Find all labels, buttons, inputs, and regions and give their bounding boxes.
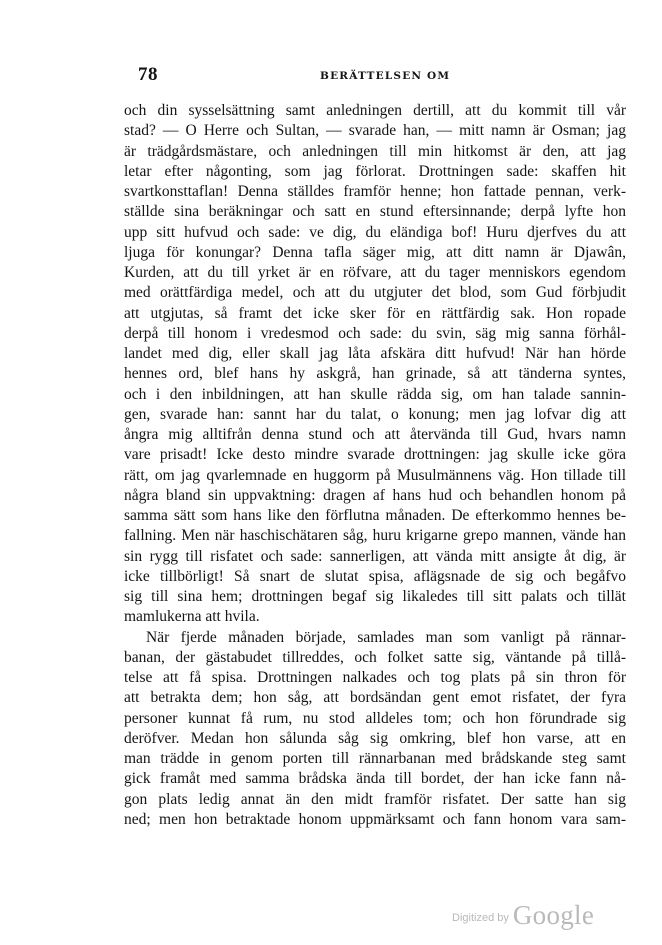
text-line: derpå till honom i vredesmod och sade: du svin, säg mig sanna förhål-	[124, 324, 626, 342]
text-line: och i den inbildningen, att han skulle rädda sig, om han talade sannin-	[124, 385, 626, 403]
page-header	[138, 64, 526, 88]
running-head: BERÄTTELSEN OM	[320, 70, 451, 82]
text-line: man trädde in genom porten till rännarbanan med brådskande steg samt	[124, 750, 626, 767]
google-logo: Google	[512, 900, 595, 930]
text-line: banan, der gästabudet tillreddes, och folket satte sig, väntande på tillå-	[124, 648, 626, 666]
text-line: gick framåt med samma brådska ända till bordet, der han icke fann nå-	[124, 770, 626, 788]
text-line: ljuga för konungar? Denna tafla säger mig, att ditt namn är Djawân,	[124, 243, 626, 261]
text-line: När fjerde månaden började, samlades man som vanligt på rännar-	[146, 628, 626, 646]
text-line: Kurden, att du till yrket är en röfvare, att du tager menniskors egendom	[124, 264, 626, 281]
text-line: vare prisadt! Icke desto mindre svarade drottningen: jag skulle icke göra	[124, 446, 626, 464]
text-line: några bland sin uppvaktning: dragen af hans hud och behandlen honom på	[124, 486, 626, 504]
text-line: gon plats ledig annat än den midt framför risfatet. Der satte han sig	[124, 790, 626, 808]
text-line: letar efter någonting, som jag förlorat. Drottningen sade: skaffen hit	[124, 162, 626, 180]
text-line: ned; men hon betraktade honom uppmärksamt och fann honom vara sam-	[124, 810, 626, 828]
text-line: fallning. Men när haschischätaren såg, huru krigarne grepo mannen, vände han	[124, 527, 626, 545]
text-line: samma sätt som hans like den förflutna månaden. De efterkommo hennes be-	[124, 507, 626, 524]
text-line: ställde sina beräkningar och satt en stund eftersinnande; derpå lyfte hon	[124, 203, 626, 221]
text-line: gen, svarade han: sannt har du talat, o konung; men jag lofvar dig att	[124, 405, 626, 423]
text-line: svartkonsttaflan! Denna ställdes framför henne; hon fattade pennan, verk-	[124, 183, 626, 200]
text-line: och din sysselsättning samt anledningen dertill, att du kommit till vår	[124, 102, 626, 119]
text-line: är trädgårdsmästare, och anledningen till min hitkomst är den, att jag	[124, 142, 626, 160]
body-text	[124, 101, 626, 830]
text-line: hennes ord, blef hans hy askgrå, han grinade, så att tänderna syntes,	[124, 365, 626, 383]
digitization-watermark	[452, 900, 594, 931]
text-line: att utgjutas, så framt det icke sker för en rättfärdig sak. Hon ropade	[124, 304, 626, 322]
text-line: icke tillbörligt! Så snart de slutat spisa, aflägsnade de sig och begåfvo	[124, 567, 626, 585]
text-line: att betrakta dem; hon såg, att bordsändan gent emot risfatet, der fyra	[124, 689, 626, 707]
text-line: personer kunnat få rum, nu stod alldeles tom; och hon förundrade sig	[124, 709, 626, 727]
text-line: mamlukerna att hvila.	[124, 608, 260, 626]
text-line: landet med dig, eller skall jag låta afskära ditt hufvud! När han hörde	[124, 345, 626, 362]
text-line: med orättfärdiga medel, och att du utgjuter det blod, som Gud förbjudit	[124, 284, 626, 302]
text-line: sig till sina hem; drottningen begaf sig likaledes till sitt palats och tillät	[124, 588, 626, 605]
watermark-prefix: Digitized by	[452, 912, 509, 924]
text-line: stad? — O Herre och Sultan, — svarade han, — mitt namn är Osman; jag	[124, 122, 626, 140]
page-number: 78	[138, 64, 158, 85]
text-line: telse att få spisa. Drottningen nalkades och tog plats på sin thron för	[124, 669, 626, 686]
text-line: rätt, om jag qvarlemnade en huggorm på Musulmännens väg. Hon tillade till	[124, 466, 626, 484]
text-line: sin rygg till risfatet och sade: sannerligen, att vända mitt ansigte åt dig, är	[124, 547, 626, 565]
text-line: deröfver. Medan hon sålunda såg sig omkring, blef hon varse, att en	[124, 729, 626, 747]
text-line: ångra mig alltifrån denna stund och att återvända till Gud, hvars namn	[124, 426, 626, 443]
text-line: upp sitt hufvud och sade: ve dig, du eländiga bof! Huru djerfves du att	[124, 223, 626, 241]
